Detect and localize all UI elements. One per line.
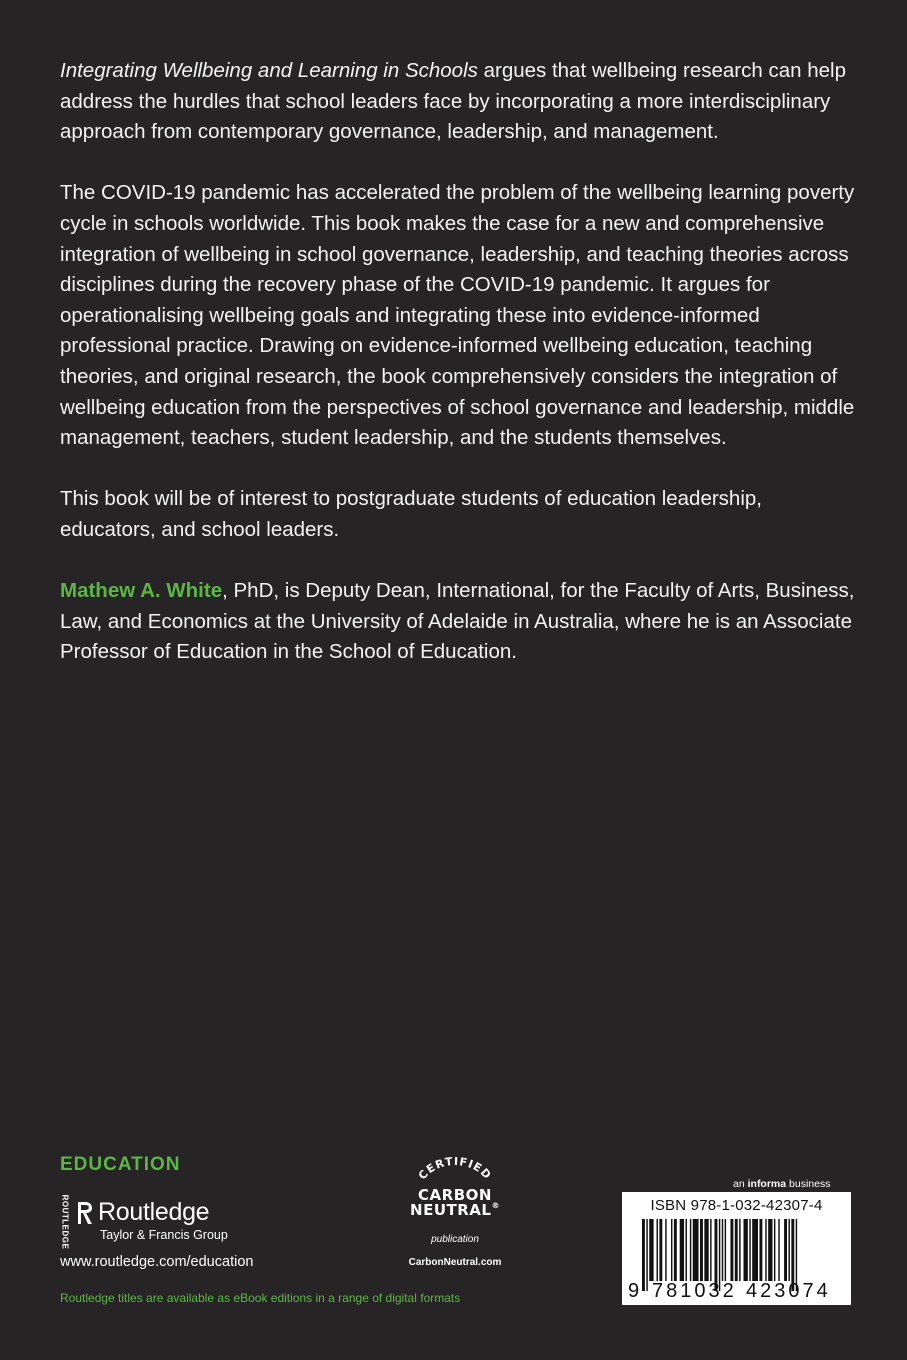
barcode-bar xyxy=(690,1219,691,1281)
isbn-label: ISBN 978-1-032-42307-4 xyxy=(650,1197,823,1214)
publication-label: publication xyxy=(431,1234,479,1245)
barcode-bar xyxy=(674,1219,677,1281)
barcode-bar xyxy=(665,1219,666,1281)
author-bio xyxy=(60,576,860,668)
informa-prefix: an xyxy=(733,1178,748,1190)
barcode-bar xyxy=(765,1219,766,1281)
barcode-bar xyxy=(686,1219,687,1281)
routledge-r-icon xyxy=(76,1200,94,1226)
barcode-bar xyxy=(752,1219,758,1281)
barcode-bar xyxy=(730,1219,733,1281)
certified-text: CERTIFIED xyxy=(415,1154,495,1183)
carbon-neutral-badge xyxy=(395,1150,515,1275)
barcode-bar xyxy=(659,1219,662,1281)
barcode-bar xyxy=(744,1219,748,1281)
isbn-barcode xyxy=(622,1192,851,1305)
routledge-logo xyxy=(58,1196,318,1248)
barcode-bar xyxy=(671,1219,672,1281)
svg-text:CERTIFIED xyxy=(416,1155,494,1182)
barcode-bar xyxy=(710,1219,711,1281)
barcode-bar xyxy=(788,1219,789,1281)
barcode-bar xyxy=(749,1219,750,1281)
subject-label: EDUCATION xyxy=(60,1154,181,1175)
barcode-digits-left: 781032 xyxy=(652,1280,737,1302)
neutral-text: NEUTRAL xyxy=(410,1201,492,1219)
barcode-bar xyxy=(768,1219,772,1281)
barcode-digit-first: 9 xyxy=(628,1280,640,1302)
barcode-bar xyxy=(649,1219,653,1281)
back-cover-blurb xyxy=(60,56,860,698)
barcode-digits-right: 423074 xyxy=(746,1280,831,1302)
book-title-italic: Integrating Wellbeing and Learning in Schools xyxy=(60,59,478,82)
barcode-bar xyxy=(657,1219,658,1281)
barcode-bar xyxy=(778,1219,779,1281)
registered-mark: ® xyxy=(491,1201,500,1210)
barcode-bar xyxy=(739,1219,740,1281)
certified-arc-icon xyxy=(395,1150,515,1190)
taylor-francis-group: Taylor & Francis Group xyxy=(100,1228,228,1242)
barcode-bar xyxy=(735,1219,738,1281)
author-bio-text: , PhD, is Deputy Dean, International, for the Faculty of Arts, Business, Law, and Economics at the University of Adelaide in Australia, where he is an Associate Professor of Education in the School of Education. xyxy=(60,579,855,664)
ebook-note: Routledge titles are available as eBook editions in a range of digital formats xyxy=(60,1291,461,1305)
barcode-digits xyxy=(622,1280,851,1302)
carbon-neutral-site: CarbonNeutral.com xyxy=(408,1257,502,1268)
barcode-bar xyxy=(700,1219,703,1281)
informa-brand: informa xyxy=(747,1178,787,1190)
blurb-paragraph-1 xyxy=(60,56,860,148)
author-name: Mathew A. White xyxy=(60,579,223,603)
barcode-bar xyxy=(759,1219,762,1281)
neutral-word xyxy=(395,1201,515,1219)
blurb-paragraph-3: This book will be of interest to postgraduate students of education leadership, educators, and school leaders. xyxy=(60,487,762,541)
routledge-vertical-text: ROUTLEDGE xyxy=(60,1194,70,1250)
routledge-vertical-mark xyxy=(58,1196,72,1248)
blurb-paragraph-2: The COVID-19 pandemic has accelerated the problem of the wellbeing learning poverty cycle in schools worldwide. This book makes the case for a new and comprehensive integration of wellbeing in school governance, leadership, and teaching theories across disciplines during the recovery phase of the COVID-19 pandemic. It argues for operationalising wellbeing goals and integrating these into evidence-informed professional practice. Drawing on evidence-informed wellbeing education, teaching theories, and original research, the book comprehensively considers the integration of wellbeing education from the perspectives of school governance and leadership, middle management, teachers, student leadership, and the students themselves. xyxy=(60,181,855,450)
routledge-brand: Routledge xyxy=(98,1198,210,1226)
blurb-paragraph-1-text: argues that wellbeing research can help address the hurdles that school leaders face by incorporating a more interdisciplinary approach from contemporary governance, leadership, and management. xyxy=(60,59,846,144)
publisher-url: www.routledge.com/education xyxy=(60,1254,254,1270)
informa-line xyxy=(733,1178,830,1190)
barcode-bar xyxy=(774,1219,775,1281)
barcode-bar xyxy=(693,1219,699,1281)
barcode-bar xyxy=(725,1219,726,1281)
barcode-bar xyxy=(722,1219,723,1281)
barcode-bar xyxy=(704,1219,708,1281)
carbon-word: CARBON xyxy=(418,1186,492,1204)
barcode-bar xyxy=(680,1219,684,1281)
barcode-bar xyxy=(784,1219,787,1281)
informa-suffix: business xyxy=(786,1178,831,1190)
